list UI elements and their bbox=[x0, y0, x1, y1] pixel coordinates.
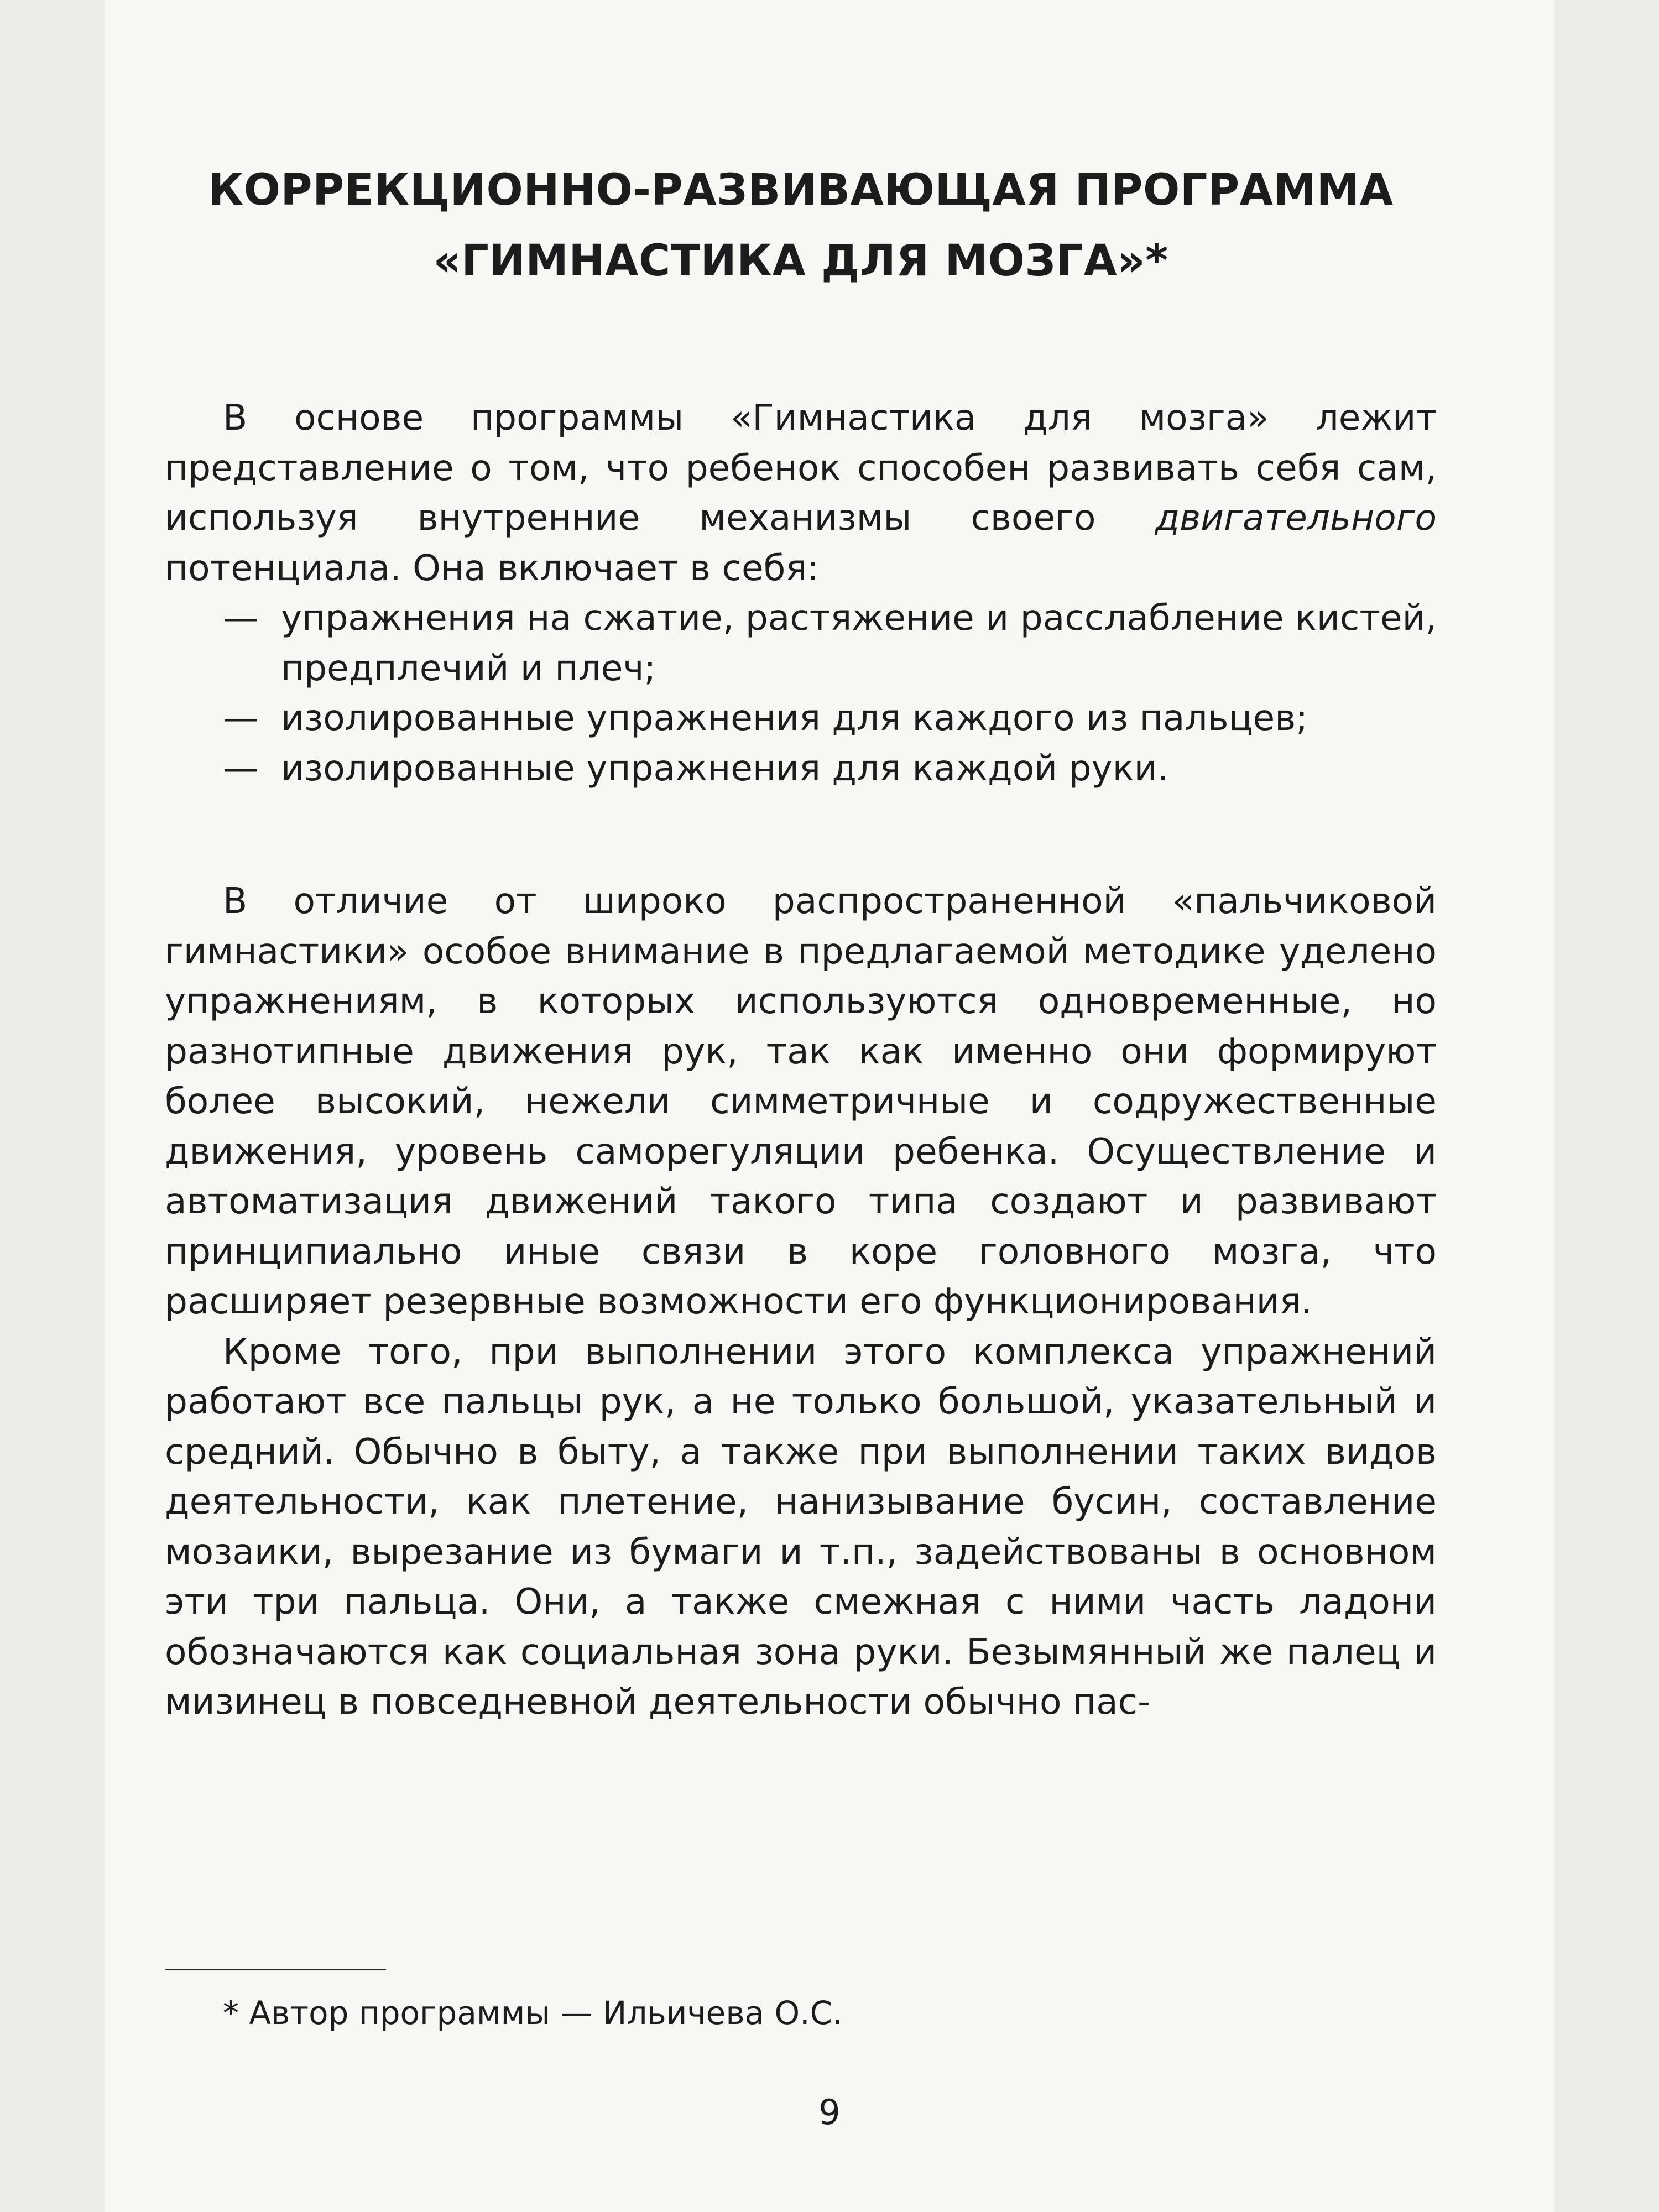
paragraph-3: Кроме того, при выполнении этого комплекса упражнений работают все пальцы рук, а не только большой, указательный и средний. Обычно в быту, а также при выполнении таких видов деятельности, как плетение, нанизывание бусин, составление мозаики, вырезание из бумаги и т.п., задействованы в основном эти три пальца. Они, а также смежная с ними часть ладони обозначаются как социальная зона руки. Безымянный же палец и мизинец в повседневной деятельности обычно пас- bbox=[165, 1331, 1437, 1723]
list-item-text: изолированные упражнения для каждой руки. bbox=[281, 747, 1169, 789]
list-item bbox=[165, 744, 1437, 794]
section-title-line-2: «ГИМНАСТИКА ДЛЯ МОЗГА»* bbox=[433, 236, 1168, 286]
paragraph-1-text-start: В основе программы «Гимнастика для мозга» лежит представление о том, что ребенок способен развивать себя сам, используя внутренние механизмы своего bbox=[165, 397, 1437, 539]
footnote: * Автор программы — Ильичева О.С. bbox=[223, 1994, 843, 2032]
list-dash: — bbox=[223, 597, 259, 639]
page-content bbox=[165, 155, 1437, 1728]
paragraph-1-text-end: потенциала. Она включает в себя: bbox=[165, 547, 819, 589]
list-dash: — bbox=[223, 697, 259, 739]
list-item bbox=[165, 593, 1437, 693]
paragraph-1 bbox=[165, 393, 1437, 593]
list-dash: — bbox=[223, 747, 259, 789]
section-title bbox=[165, 155, 1437, 296]
list-item-text: изолированные упражнения для каждого из пальцев; bbox=[281, 697, 1308, 739]
section-title-line-1: КОРРЕКЦИОННО-РАЗВИВАЮЩАЯ ПРОГРАММА bbox=[208, 165, 1394, 215]
list-item-text: упражнения на сжатие, растяжение и расслабление кистей, предплечий и плеч; bbox=[281, 597, 1437, 689]
paragraph-2: В отличие от широко распространенной «пальчиковой гимнастики» особое внимание в предлагаемой методике уделено упражнениям, в которых используются одновременные, но разнотипные движения рук, так как именно они формируют более высокий, нежели симметричные и содружественные движения, уровень саморегуляции ребенка. Осуществление и автоматизация движений такого типа создают и развивают принципиально иные связи в коре головного мозга, что расширяет резервные возможности его функционирования. bbox=[165, 880, 1437, 1322]
footnote-divider bbox=[165, 1969, 386, 1970]
exercise-list bbox=[165, 593, 1437, 794]
list-item bbox=[165, 693, 1437, 744]
book-page bbox=[105, 0, 1554, 2212]
body-text bbox=[165, 393, 1437, 1728]
page-number: 9 bbox=[818, 2092, 841, 2132]
paragraph-1-italic-word: двигательного bbox=[1155, 497, 1437, 539]
